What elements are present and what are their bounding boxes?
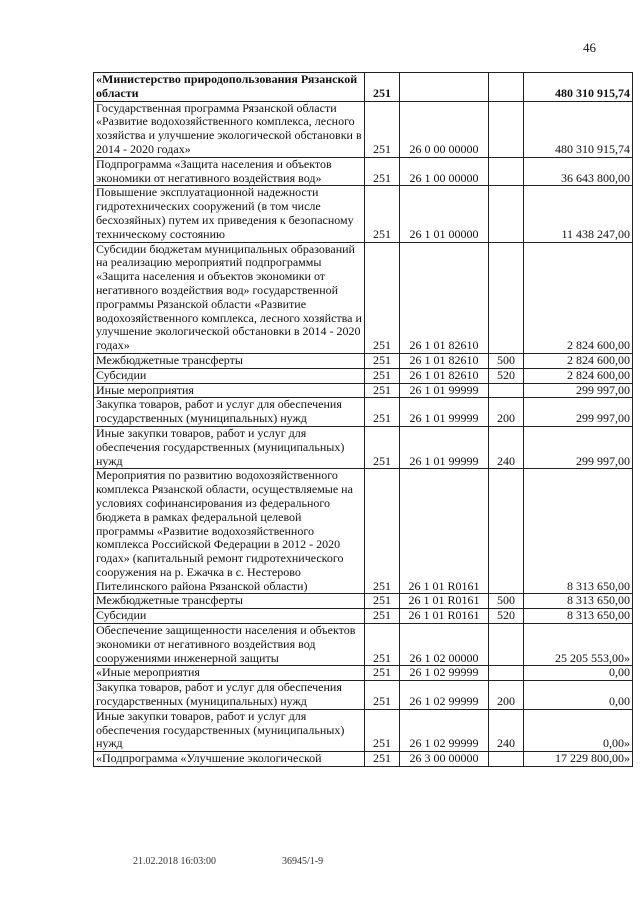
row-vr-cell: 520: [489, 368, 524, 383]
table-row: [94, 353, 633, 368]
row-name-cell: «Иные мероприятия: [94, 666, 365, 681]
row-csr-cell: 26 1 02 00000: [400, 624, 489, 666]
row-vr-cell: [489, 666, 524, 681]
footer-doc-code: 36945/1-9: [282, 856, 324, 867]
row-amount-cell: 2 824 600,00: [524, 368, 633, 383]
row-csr-cell: 26 1 01 99999: [400, 383, 489, 398]
row-code-cell: 251: [365, 681, 400, 710]
row-code-cell: 251: [365, 594, 400, 609]
row-name-cell: Субсидии: [94, 368, 365, 383]
row-name-cell: Иные закупки товаров, работ и услуг для обеспечения государственных (муниципальных) нужд: [94, 426, 365, 468]
row-code-cell: 251: [365, 709, 400, 751]
row-amount-cell: 17 229 800,00»: [524, 752, 633, 767]
row-name-cell: Субсидии: [94, 609, 365, 624]
row-code-cell: 251: [365, 101, 400, 157]
row-amount-cell: 8 313 650,00: [524, 609, 633, 624]
row-name-cell: «Подпрограмма «Улучшение экологической: [94, 752, 365, 767]
row-name-cell: Обеспечение защищенности населения и объектов экономики от негативного воздействия вод сооружениями инженерной защиты: [94, 624, 365, 666]
row-amount-cell: 2 824 600,00: [524, 242, 633, 353]
table-row: [94, 681, 633, 710]
row-vr-cell: 200: [489, 681, 524, 710]
page-number: 46: [583, 40, 596, 55]
row-name-cell: Закупка товаров, работ и услуг для обеспечения государственных (муниципальных) нужд: [94, 398, 365, 427]
row-vr-cell: 240: [489, 426, 524, 468]
budget-table: [93, 72, 633, 767]
table-row: [94, 186, 633, 242]
row-amount-cell: 480 310 915,74: [524, 73, 633, 102]
row-amount-cell: 2 824 600,00: [524, 353, 633, 368]
row-name-cell: Иные закупки товаров, работ и услуг для обеспечения государственных (муниципальных) нужд: [94, 709, 365, 751]
row-csr-cell: 26 1 01 99999: [400, 426, 489, 468]
budget-table-body: [94, 73, 633, 767]
table-row: [94, 242, 633, 353]
row-code-cell: 251: [365, 398, 400, 427]
table-row: [94, 101, 633, 157]
table-row: [94, 609, 633, 624]
row-amount-cell: 36 643 800,00: [524, 157, 633, 186]
row-name-cell: Подпрограмма «Защита населения и объектов экономики от негативного воздействия вод»: [94, 157, 365, 186]
table-row: [94, 624, 633, 666]
row-code-cell: 251: [365, 157, 400, 186]
row-csr-cell: 26 1 01 82610: [400, 353, 489, 368]
row-csr-cell: 26 1 01 R0161: [400, 469, 489, 594]
row-name-cell: Мероприятия по развитию водохозяйственного комплекса Рязанской области, осуществляемые на условиях софинансирования из федерального бюджета в рамках федеральной целевой программы «Развитие водохозяйственного комплекса Российской Федерации в 2012 - 2020 годах» (капитальный ремонт гидротехнического сооружения на р. Ежачка в с. Нестерово Пителинского района Рязанской области): [94, 469, 365, 594]
row-vr-cell: [489, 73, 524, 102]
row-csr-cell: [400, 73, 489, 102]
row-vr-cell: 500: [489, 594, 524, 609]
row-amount-cell: 480 310 915,74: [524, 101, 633, 157]
row-csr-cell: 26 3 00 00000: [400, 752, 489, 767]
row-name-cell: Субсидии бюджетам муниципальных образований на реализацию мероприятий подпрограммы «Защита населения и объектов экономики от негативного воздействия вод» государственной программы Рязанской области «Развитие водохозяйственного комплекса, лесного хозяйства и улучшение экологической обстановки в 2014 - 2020 годах»: [94, 242, 365, 353]
table-row: [94, 383, 633, 398]
row-csr-cell: 26 1 01 R0161: [400, 594, 489, 609]
row-amount-cell: 0,00: [524, 666, 633, 681]
row-amount-cell: 8 313 650,00: [524, 469, 633, 594]
footer-datetime: 21.02.2018 16:03:00: [133, 856, 217, 867]
row-csr-cell: 26 1 00 00000: [400, 157, 489, 186]
row-code-cell: 251: [365, 666, 400, 681]
row-vr-cell: [489, 624, 524, 666]
row-amount-cell: 0,00: [524, 681, 633, 710]
row-amount-cell: 299 997,00: [524, 398, 633, 427]
row-name-cell: «Министерство природопользования Рязанской области: [94, 73, 365, 102]
row-csr-cell: 26 1 01 00000: [400, 186, 489, 242]
row-name-cell: Закупка товаров, работ и услуг для обеспечения государственных (муниципальных) нужд: [94, 681, 365, 710]
row-amount-cell: 0,00»: [524, 709, 633, 751]
row-csr-cell: 26 1 01 R0161: [400, 609, 489, 624]
row-csr-cell: 26 1 01 99999: [400, 398, 489, 427]
row-amount-cell: 11 438 247,00: [524, 186, 633, 242]
row-csr-cell: 26 1 02 99999: [400, 681, 489, 710]
row-vr-cell: 200: [489, 398, 524, 427]
row-vr-cell: [489, 186, 524, 242]
row-csr-cell: 26 1 01 82610: [400, 242, 489, 353]
table-row: [94, 426, 633, 468]
row-name-cell: Межбюджетные трансферты: [94, 594, 365, 609]
row-csr-cell: 26 1 02 99999: [400, 709, 489, 751]
row-name-cell: Государственная программа Рязанской области «Развитие водохозяйственного комплекса, лесного хозяйства и улучшение экологической обстановки в 2014 - 2020 годах»: [94, 101, 365, 157]
row-csr-cell: 26 1 01 82610: [400, 368, 489, 383]
row-code-cell: 251: [365, 752, 400, 767]
row-name-cell: Иные мероприятия: [94, 383, 365, 398]
row-code-cell: 251: [365, 624, 400, 666]
row-vr-cell: 520: [489, 609, 524, 624]
row-vr-cell: [489, 752, 524, 767]
row-name-cell: Повышение эксплуатационной надежности гидротехнических сооружений (в том числе бесхозяйных) путем их приведения к безопасному техническому состоянию: [94, 186, 365, 242]
row-vr-cell: [489, 157, 524, 186]
row-code-cell: 251: [365, 186, 400, 242]
row-code-cell: 251: [365, 353, 400, 368]
table-row: [94, 594, 633, 609]
row-amount-cell: 299 997,00: [524, 426, 633, 468]
row-code-cell: 251: [365, 609, 400, 624]
row-vr-cell: [489, 242, 524, 353]
row-csr-cell: 26 1 02 99999: [400, 666, 489, 681]
row-csr-cell: 26 0 00 00000: [400, 101, 489, 157]
row-code-cell: 251: [365, 73, 400, 102]
table-row: [94, 73, 633, 102]
row-amount-cell: 25 205 553,00»: [524, 624, 633, 666]
row-code-cell: 251: [365, 426, 400, 468]
table-row: [94, 157, 633, 186]
row-code-cell: 251: [365, 383, 400, 398]
row-vr-cell: 500: [489, 353, 524, 368]
row-vr-cell: [489, 101, 524, 157]
row-vr-cell: [489, 383, 524, 398]
table-row: [94, 368, 633, 383]
table-row: [94, 752, 633, 767]
table-row: [94, 709, 633, 751]
table-row: [94, 398, 633, 427]
row-amount-cell: 8 313 650,00: [524, 594, 633, 609]
table-row: [94, 666, 633, 681]
row-vr-cell: 240: [489, 709, 524, 751]
table-row: [94, 469, 633, 594]
row-name-cell: Межбюджетные трансферты: [94, 353, 365, 368]
row-vr-cell: [489, 469, 524, 594]
row-amount-cell: 299 997,00: [524, 383, 633, 398]
row-code-cell: 251: [365, 242, 400, 353]
row-code-cell: 251: [365, 368, 400, 383]
row-code-cell: 251: [365, 469, 400, 594]
